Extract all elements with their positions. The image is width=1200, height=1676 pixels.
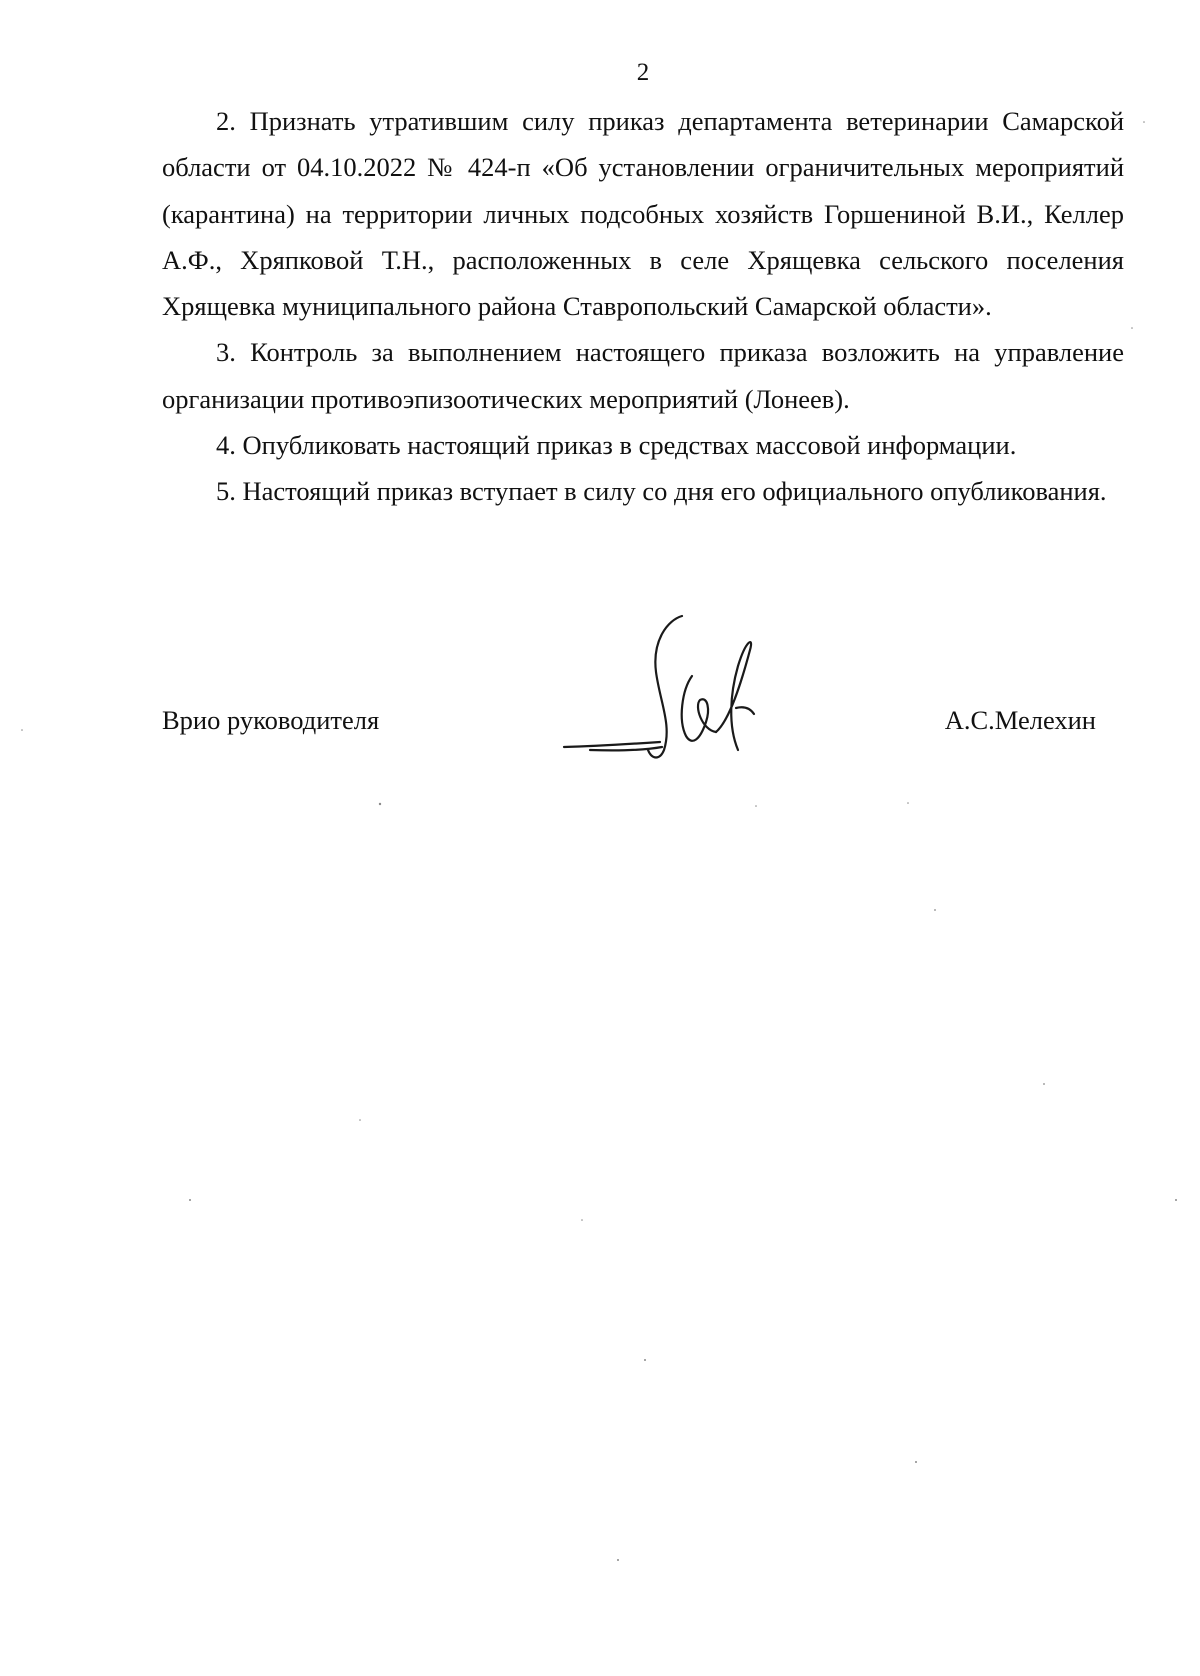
paragraph-item-5: 5. Настоящий приказ вступает в силу со дня его официального опубликования. — [216, 476, 1107, 507]
signatory-name: А.С.Мелехин — [944, 705, 1096, 735]
paragraph-item-4: 4. Опубликовать настоящий приказ в средствах массовой информации. — [216, 430, 1017, 461]
paragraph-item-2: 2. Признать утратившим силу приказ департамента ветеринарии Самарской области от 04.10.2022 № 424-п «Об установлении ограничительных мероприятий (карантина) на территории личных подсобных хозяйств Горшениной В.И., Келлер А.Ф., Хряпковой Т.Н., расположенных в селе Хрящевка сельского поселения Хрящевка муниципального района Ставропольский Самарской области». — [162, 106, 1124, 322]
document-body — [162, 98, 1124, 515]
paragraph-item-3: 3. Контроль за выполнением настоящего приказа возложить на управление организации противоэпизоотических мероприятий (Лонеев). — [162, 337, 1124, 414]
signatory-role: Врио руководителя — [162, 705, 380, 735]
handwritten-signature — [560, 610, 810, 770]
page-number: 2 — [636, 59, 650, 86]
